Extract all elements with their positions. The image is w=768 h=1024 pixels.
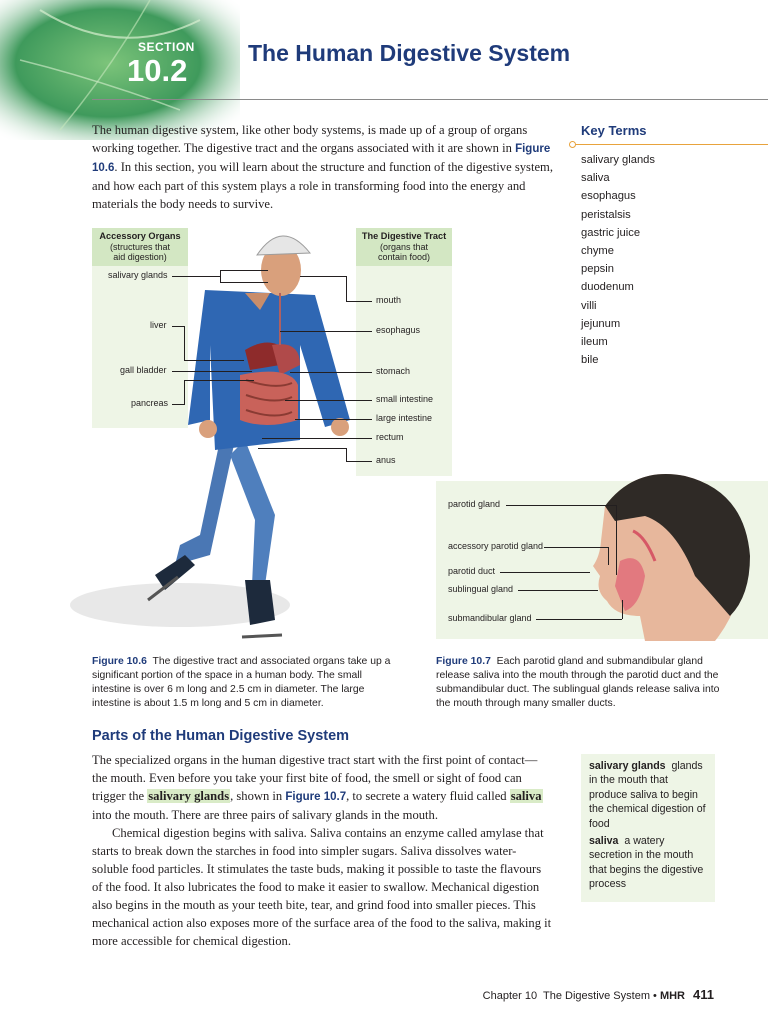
label-parotid-duct: parotid duct bbox=[448, 566, 496, 576]
label-sublingual-gland: sublingual gland bbox=[448, 584, 514, 594]
label-salivary-glands: salivary glands bbox=[108, 270, 168, 280]
key-term: ileum bbox=[581, 335, 608, 348]
leader-line bbox=[258, 448, 346, 449]
leader-line bbox=[346, 301, 372, 302]
key-terms-list bbox=[581, 151, 655, 369]
leader-line bbox=[346, 461, 372, 462]
leader-line bbox=[184, 380, 185, 405]
leader-line bbox=[172, 276, 220, 277]
glossary-entry: salivary glands glands in the mouth that produce saliva to begin the chemical digestion of food bbox=[589, 760, 706, 830]
label-mouth: mouth bbox=[376, 295, 402, 305]
leader-line bbox=[184, 360, 244, 361]
digestive-tract-header: The Digestive Tract (organs that contain food) bbox=[356, 228, 452, 266]
accessory-organs-header: Accessory Organs (structures that aid digestion) bbox=[92, 228, 188, 266]
key-terms-bullet-icon bbox=[569, 141, 576, 148]
label-small-intestine: small intestine bbox=[376, 394, 434, 404]
leader-line bbox=[608, 547, 609, 565]
key-term: pepsin bbox=[581, 263, 614, 276]
leader-line bbox=[172, 326, 184, 327]
leader-line bbox=[184, 380, 254, 381]
page-number: 411 bbox=[693, 987, 714, 1002]
key-term: villi bbox=[581, 299, 597, 312]
leader-line bbox=[506, 505, 616, 506]
key-term: chyme bbox=[581, 244, 614, 257]
leader-line bbox=[346, 448, 347, 461]
label-stomach: stomach bbox=[376, 366, 411, 376]
leader-line bbox=[290, 372, 372, 373]
label-liver: liver bbox=[150, 320, 167, 330]
label-anus: anus bbox=[376, 455, 396, 465]
label-accessory-parotid-gland: accessory parotid gland bbox=[448, 541, 544, 551]
label-submandibular-gland: submandibular gland bbox=[448, 613, 532, 623]
section-label: SECTION bbox=[138, 40, 195, 54]
leader-line bbox=[300, 276, 346, 277]
section-number: 10.2 bbox=[127, 53, 188, 88]
term-salivary-glands: salivary glands bbox=[148, 789, 230, 803]
figure-10-7-caption: Figure 10.7 Each parotid gland and submandibular gland release saliva into the mouth through the parotid duct and the submandibular duct. The sublingual glands release saliva into the mouth through many smaller ducts. bbox=[436, 656, 720, 709]
key-term: saliva bbox=[581, 172, 610, 185]
label-parotid-gland: parotid gland bbox=[448, 499, 501, 509]
leaf-header-graphic bbox=[0, 0, 240, 140]
label-rectum: rectum bbox=[376, 432, 404, 442]
leader-line bbox=[536, 619, 622, 620]
term-saliva: saliva bbox=[510, 789, 542, 803]
key-term: gastric juice bbox=[581, 226, 641, 239]
key-term: peristalsis bbox=[581, 208, 631, 221]
leader-line bbox=[346, 276, 347, 301]
figure-10-6-label: Figure 10.6 bbox=[92, 656, 147, 667]
key-terms-title: Key Terms bbox=[581, 123, 647, 138]
leader-line bbox=[295, 419, 372, 420]
parts-paragraph-2: Chemical digestion begins with saliva. Saliva contains an enzyme called amylase that starts to break down the starches in food into simpler sugars. Saliva dissolves water-soluble food particles. It stimulates the taste buds, making it possible to taste the flavours of the food. It also lubricates the food to make it easier to swallow. Mechanical digestion also begins in the mouth as your teeth bite, tear, and grind food into smaller pieces. This mechanical action also exposes more of the surface area of the food to the saliva, making it more accessible for chemical digestion. bbox=[92, 826, 552, 948]
leader-line bbox=[518, 590, 598, 591]
leader-line bbox=[544, 547, 608, 548]
page-footer: Chapter 10 The Digestive System • MHR 411 bbox=[482, 987, 714, 1002]
leader-line bbox=[285, 400, 372, 401]
leader-line bbox=[172, 404, 184, 405]
key-terms-divider bbox=[572, 144, 768, 145]
parts-body bbox=[92, 751, 552, 950]
parts-heading: Parts of the Human Digestive System bbox=[92, 728, 350, 744]
leader-line bbox=[220, 270, 268, 271]
page-title: The Human Digestive System bbox=[248, 40, 571, 66]
key-term: salivary glands bbox=[581, 154, 655, 166]
leader-line bbox=[280, 331, 372, 332]
label-pancreas: pancreas bbox=[131, 398, 169, 408]
skater-illustration bbox=[60, 215, 360, 645]
label-large-intestine: large intestine bbox=[376, 413, 433, 423]
figure-10-6-link[interactable]: Figure 10.6 bbox=[92, 143, 551, 174]
parts-paragraph-1: The specialized organs in the human digestive tract start with the first point of contact—the mouth. Even before you take your first bite of food, the smell or sight of food can trigger the salivary glands, shown in Figure 10.7, to secrete a watery fluid called saliva into the mouth. There are three pairs of salivary glands in the mouth. bbox=[92, 753, 542, 822]
key-term: esophagus bbox=[581, 190, 636, 203]
leader-line bbox=[262, 438, 372, 439]
leader-line bbox=[220, 282, 268, 283]
leader-line bbox=[622, 600, 623, 619]
head-profile-illustration bbox=[545, 466, 768, 641]
title-divider bbox=[92, 99, 768, 100]
key-term: bile bbox=[581, 354, 599, 367]
figure-10-6-caption: Figure 10.6 The digestive tract and associated organs take up a significant portion of the space in a human body. The small intestine is over 6 m long and 2.5 cm in diameter. The large intestine is about 1.5 m long and 5 cm in diameter. bbox=[92, 656, 391, 709]
figure-10-7-link[interactable]: Figure 10.7 bbox=[285, 791, 347, 803]
leader-line bbox=[184, 326, 185, 360]
leader-line bbox=[220, 270, 221, 282]
label-gall-bladder: gall bladder bbox=[120, 365, 167, 375]
key-term: jejunum bbox=[581, 317, 621, 330]
leader-line bbox=[616, 505, 617, 575]
label-esophagus: esophagus bbox=[376, 325, 421, 335]
glossary-entry: saliva a watery secretion in the mouth that begins the digestive process bbox=[589, 835, 704, 891]
figure-10-7-label: Figure 10.7 bbox=[436, 656, 491, 667]
leader-line bbox=[172, 371, 252, 372]
intro-paragraph: The human digestive system, like other body systems, is made up of a group of organs working together. The digestive tract and the organs associated with it are shown in Figure 10.6. In this section, you will learn about the structure and function of the digestive system, and how each part of this system plays a role in transforming food into the energy and materials the body needs to survive. bbox=[92, 123, 553, 211]
glossary-box bbox=[581, 754, 715, 902]
leader-line bbox=[500, 572, 590, 573]
key-term: duodenum bbox=[581, 281, 634, 294]
